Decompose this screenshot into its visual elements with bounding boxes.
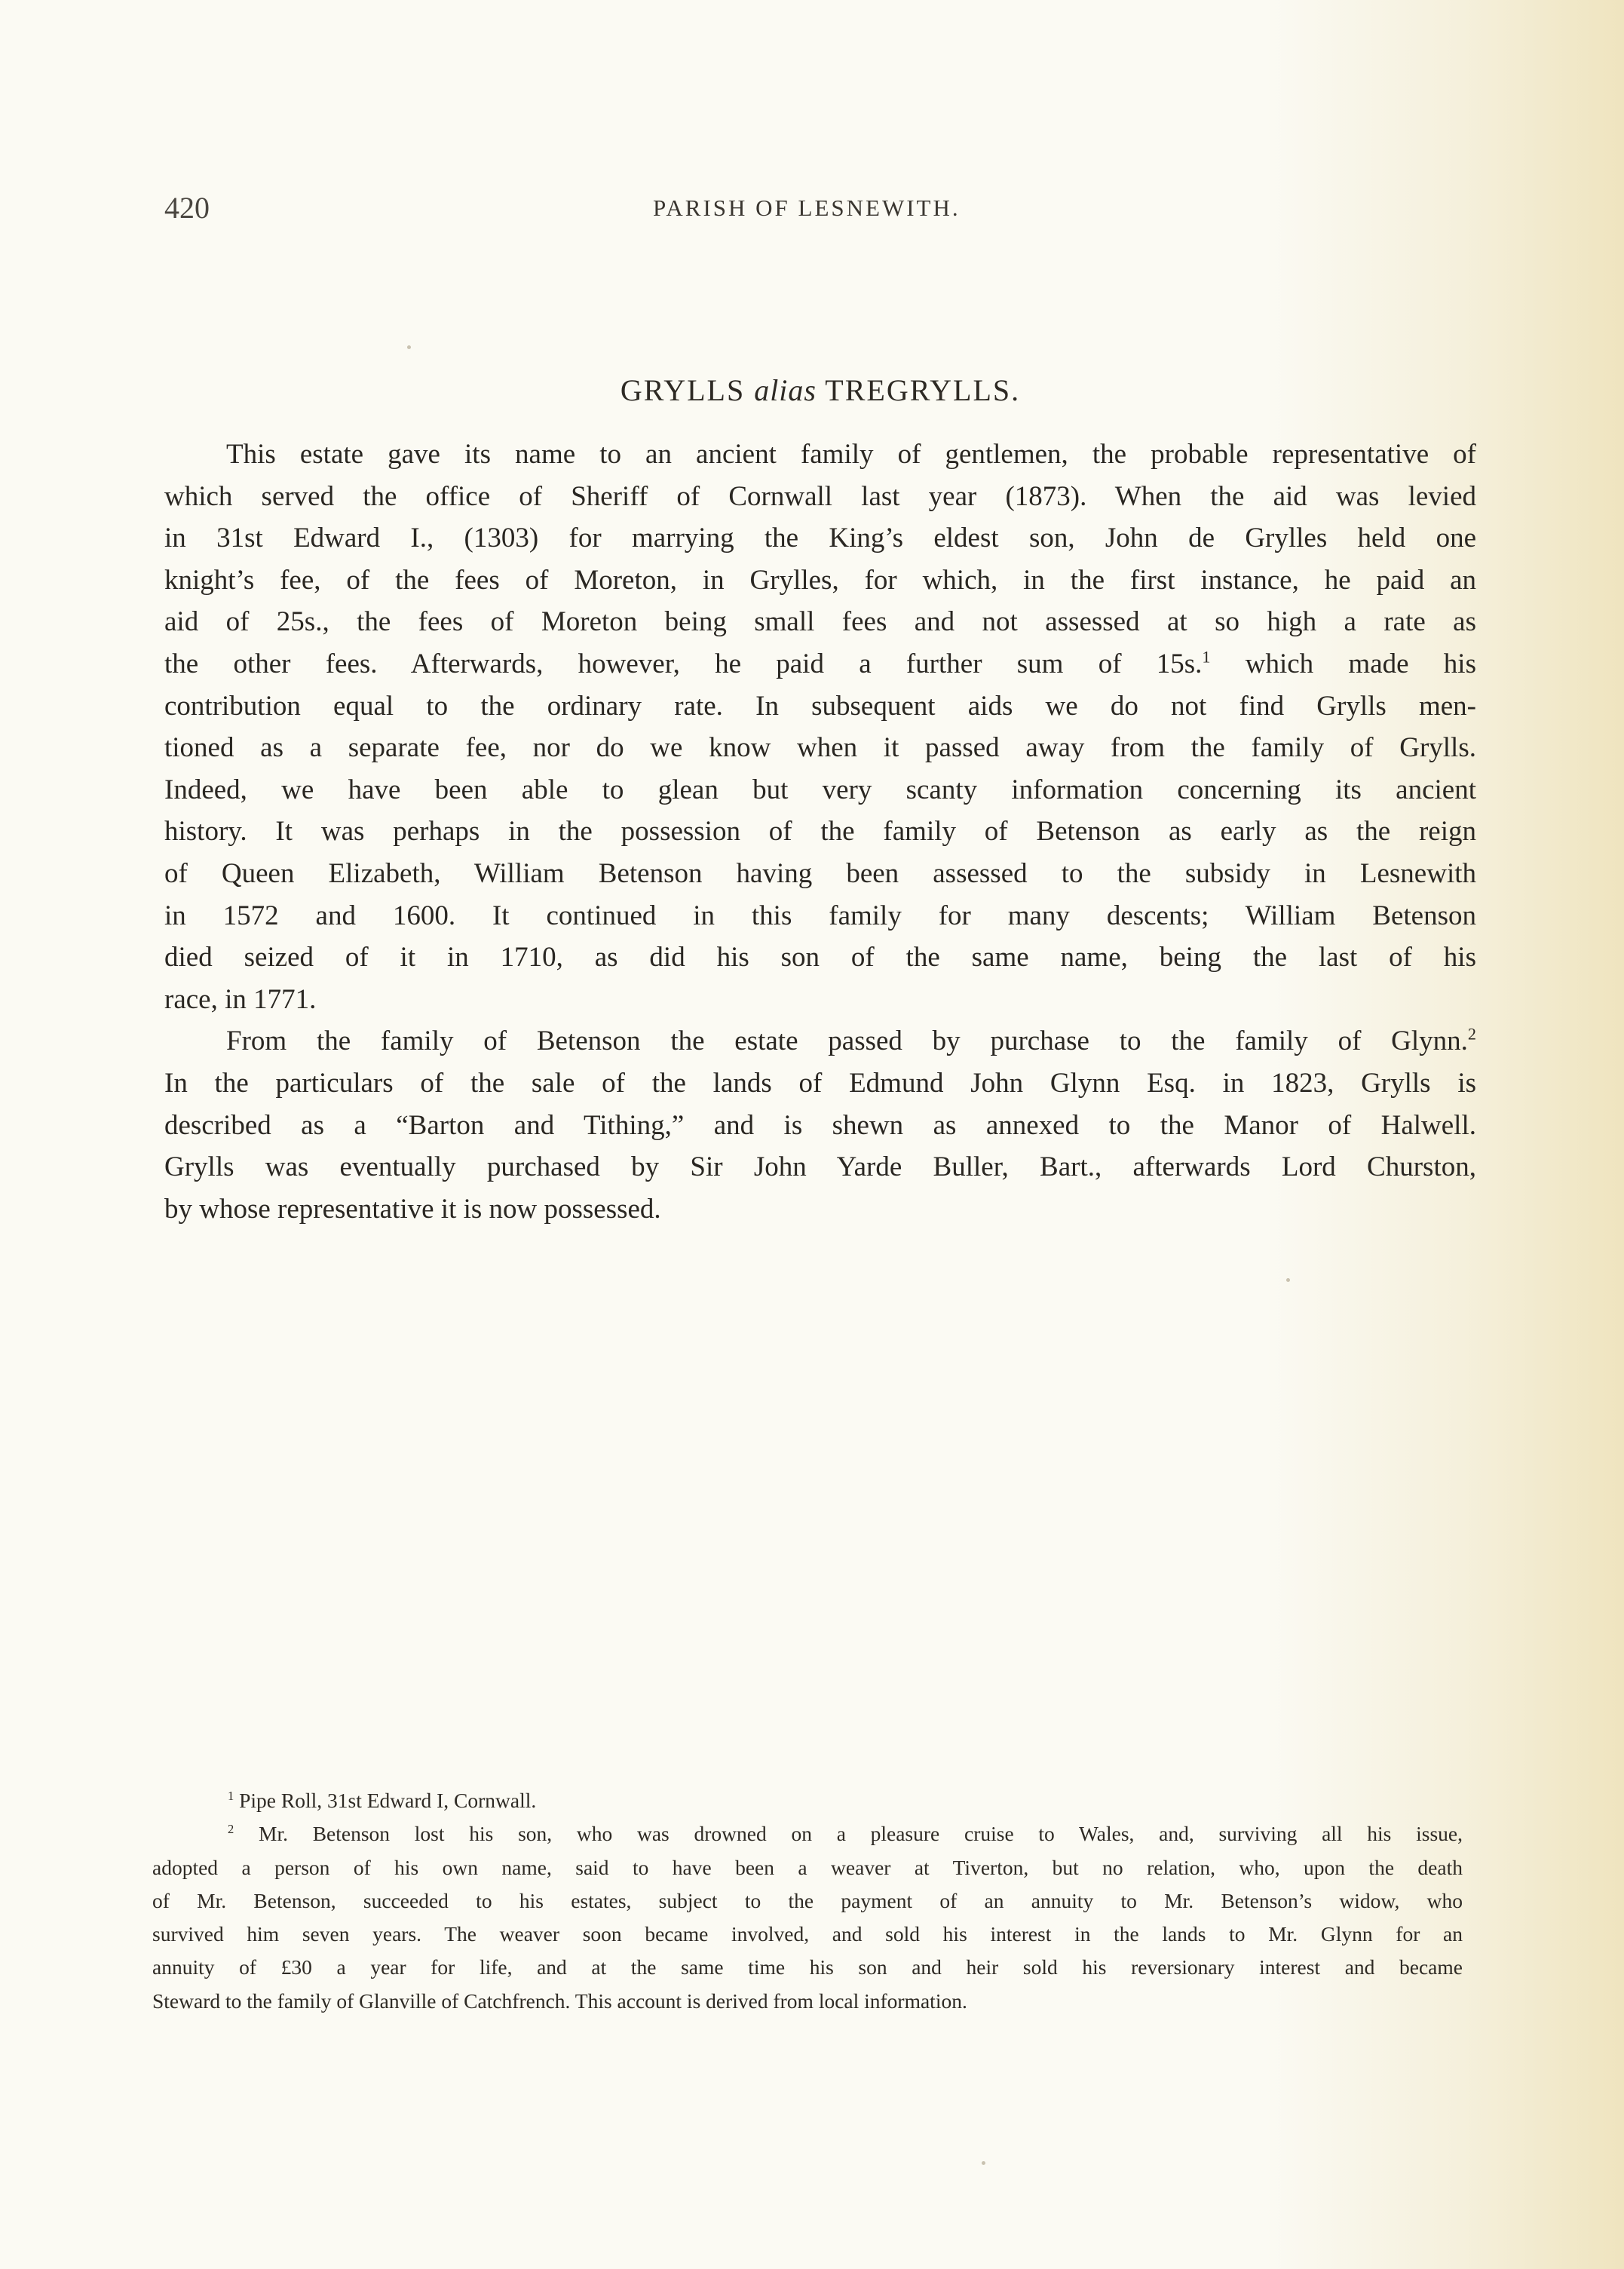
footnote-2-line: survived him seven years. The weaver soon became involved, and sold his interest in the lands to Mr. Glynn for an — [152, 1922, 1463, 1946]
paragraph-1-line: aid of 25s., the fees of Moreton being small fees and not assessed at so high a rate as — [164, 606, 1476, 638]
section-heading — [164, 373, 1476, 408]
paragraph-1-line: contribution equal to the ordinary rate. In subsequent aids we do not find Grylls men- — [164, 690, 1476, 722]
paragraph-1-line: This estate gave its name to an ancient family of gentlemen, the probable representative of — [226, 439, 1476, 470]
line-text: From the family of Betenson the estate passed by purchase to the family of Glynn. — [226, 1026, 1468, 1057]
paragraph-2-line: In the particulars of the sale of the lands of Edmund John Glynn Esq. in 1823, Grylls is — [164, 1067, 1476, 1099]
footnote-2-line: of Mr. Betenson, succeeded to his estates, subject to the payment of an annuity to Mr. Betenson’s widow, who — [152, 1888, 1463, 1912]
footnote-2-line: adopted a person of his own name, said to have been a weaver at Tiverton, but no relation, who, upon the death — [152, 1855, 1463, 1879]
line-text-tail: which made his — [1210, 648, 1476, 679]
paragraph-1-line: race, in 1771. — [164, 983, 317, 1015]
paragraph-1-line: history. It was perhaps in the possession of the family of Betenson as early as the reign — [164, 816, 1476, 848]
footnotes — [152, 1784, 1463, 2018]
page-number: 420 — [164, 191, 210, 225]
heading-part-1: GRYLLS — [620, 373, 746, 407]
paragraph-1-line: which served the office of Sheriff of Cornwall last year (1873). When the aid was levied — [164, 480, 1476, 512]
paragraph-2-line-with-footnote — [164, 1020, 1476, 1062]
paragraph-1-line-with-footnote — [164, 643, 1476, 685]
footnote-1 — [152, 1784, 1463, 1817]
footnote-2-marker: 2 — [228, 1822, 234, 1837]
footnote-2-line: Mr. Betenson lost his son, who was drowned on a pleasure cruise to Wales, and, surviving all his issue, — [259, 1822, 1463, 1846]
running-head — [164, 190, 1476, 228]
paragraph-1-line: of Queen Elizabeth, William Betenson having been assessed to the subsidy in Lesnewith — [164, 857, 1476, 889]
heading-part-2: TREGRYLLS. — [825, 373, 1021, 407]
paragraph-1-line: in 1572 and 1600. It continued in this family for many descents; William Betenson — [164, 900, 1476, 931]
paper-speck — [407, 345, 411, 349]
paragraph-2-line: Grylls was eventually purchased by Sir John Yarde Buller, Bart., afterwards Lord Churston, — [164, 1151, 1476, 1183]
body-text — [164, 434, 1476, 1230]
paragraph-1-line: in 31st Edward I., (1303) for marrying the King’s eldest son, John de Grylles held one — [164, 523, 1476, 554]
paper-speck — [982, 2161, 985, 2165]
paragraph-1-line: Indeed, we have been able to glean but very scanty information concerning its ancient — [164, 774, 1476, 805]
running-title: PARISH OF LESNEWITH. — [653, 195, 961, 221]
paragraph-1-line: tioned as a separate fee, nor do we know when it passed away from the family of Grylls. — [164, 732, 1476, 764]
heading-alias: alias — [754, 373, 817, 407]
paper-speck — [1286, 1278, 1290, 1282]
paragraph-2-line: by whose representative it is now possessed. — [164, 1193, 661, 1225]
footnote-ref-2[interactable]: 2 — [1467, 1024, 1476, 1044]
paragraph-1-line: died seized of it in 1710, as did his son of the same name, being the last of his — [164, 942, 1476, 974]
footnote-1-marker: 1 — [228, 1788, 234, 1803]
footnote-2-line: annuity of £30 a year for life, and at the same time his son and heir sold his reversionary interest and became — [152, 1955, 1463, 1979]
line-text: the other fees. Afterwards, however, he paid a further sum of 15s. — [164, 648, 1203, 679]
paragraph-1-line: knight’s fee, of the fees of Moreton, in Grylles, for which, in the first instance, he paid an — [164, 564, 1476, 596]
footnote-2-line: Steward to the family of Glanville of Catchfrench. This account is derived from local information. — [152, 1988, 967, 2013]
footnote-1-text: Pipe Roll, 31st Edward I, Cornwall. — [239, 1789, 537, 1812]
footnote-ref-1[interactable]: 1 — [1202, 647, 1211, 667]
footnote-2-first-line — [152, 1817, 1463, 1850]
paragraph-2-line: described as a “Barton and Tithing,” and is shewn as annexed to the Manor of Halwell. — [164, 1109, 1476, 1141]
